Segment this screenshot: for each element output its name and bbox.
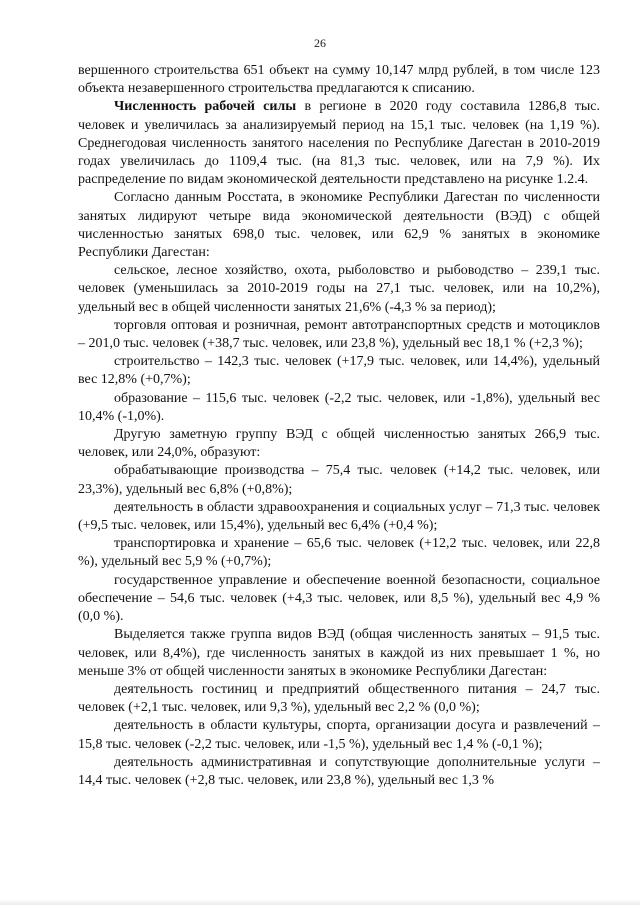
paragraph-text: деятельность административная и сопутствующие дополнительные услуги – 14,4 тыс. человек (+2,8 тыс. человек, или 23,8 %), удельный вес 1,3 %	[78, 754, 600, 788]
paragraph-text: государственное управление и обеспечение военной безопасности, социальное обеспечение – 54,6 тыс. человек (+4,3 тыс. человек, или 8,5 %), удельный вес 4,9 % (0,0 %).	[78, 572, 600, 625]
paragraph-text: деятельность гостиниц и предприятий общественного питания – 24,7 тыс. человек (+2,1 тыс. человек, или 9,3 %), удельный вес 2,2 % (0,0 %);	[78, 681, 600, 716]
page-bottom-edge	[0, 899, 640, 905]
paragraph-text: в регионе в 2020 году составила 1286,8 тыс. человек и увеличилась за анализируемый период на 15,1 тыс. человек (на 1,19 %). Среднегодовая численность занятого населения по Республике Дагестан в 2010-2019 годах увеличилась до 1109,4 тыс. (на 81,3 тыс. человек, или на 7,9 %). Их распределение по видам экономической деятельности представлено на рисунке 1.2.4.	[78, 99, 601, 188]
list-item-education	[78, 390, 600, 426]
paragraph-lead: Численность рабочей силы	[114, 99, 297, 115]
paragraph-text: Выделяется также группа видов ВЭД (общая численность занятых – 91,5 тыс. человек, или 8,4%), где численность занятых в каждой из них превышает 1 %, но меньше 3% от общей численности занятых в экономике Республики Дагестан:	[78, 627, 600, 679]
paragraph-labor-force	[78, 98, 600, 189]
list-item-public-administration	[78, 572, 600, 627]
paragraph-text: Согласно данным Росстата, в экономике Республики Дагестан по численности занятых лидируют четыре вида экономической деятельности (ВЭД) с общей численностью занятых 698,0 тыс. человек, или 62,9 % занятых в экономике Республики Дагестан:	[78, 190, 600, 261]
list-item-construction	[78, 353, 600, 389]
list-item-transport	[78, 535, 600, 571]
paragraph-rosstat	[78, 189, 600, 262]
paragraph-text: торговля оптовая и розничная, ремонт автотранспортных средств и мотоциклов – 201,0 тыс. человек (+38,7 тыс. человек, или 23,8 %), удельный вес 18,1 % (+2,3 %);	[78, 317, 600, 352]
list-item-healthcare	[78, 499, 600, 535]
paragraph-text: Другую заметную группу ВЭД с общей численностью занятых 266,9 тыс. человек, или 24,0%, образуют:	[78, 427, 600, 461]
list-item-hospitality	[78, 681, 600, 717]
list-item-agriculture	[78, 262, 600, 317]
paragraph-continuation	[78, 62, 600, 98]
paragraph-text: вершенного строительства 651 объект на сумму 10,147 млрд рублей, в том числе 123 объекта незавершенного строительства предлагаются к списанию.	[78, 63, 600, 97]
list-item-administrative	[78, 754, 600, 790]
paragraph-text: обрабатывающие производства – 75,4 тыс. человек (+14,2 тыс. человек, или 23,3%), удельный вес 6,8% (+0,8%);	[78, 463, 600, 497]
paragraph-text: транспортировка и хранение – 65,6 тыс. человек (+12,2 тыс. человек, или 22,8 %), удельный вес 5,9 % (+0,7%);	[78, 536, 600, 570]
page-number: 26	[314, 36, 326, 50]
paragraph-text: строительство – 142,3 тыс. человек (+17,9 тыс. человек, или 14,4%), удельный вес 12,8% (+0,7%);	[78, 354, 600, 388]
paragraph-text: сельское, лесное хозяйство, охота, рыболовство и рыбоводство – 239,1 тыс. человек (уменьшилась за 2010-2019 годы на 27,1 тыс. человек, или на 10,2%), удельный вес в общей численности занятых 21,6% (-4,3 % за период);	[78, 263, 600, 315]
paragraph-second-group	[78, 426, 600, 462]
document-body	[78, 62, 600, 790]
paragraph-text: деятельность в области здравоохранения и социальных услуг – 71,3 тыс. человек (+9,5 тыс. человек, или 15,4%), удельный вес 6,4% (+0,4 %);	[78, 499, 600, 534]
paragraph-text: образование – 115,6 тыс. человек (-2,2 тыс. человек, или -1,8%), удельный вес 10,4% (-1,0%).	[78, 390, 600, 424]
list-item-manufacturing	[78, 462, 600, 498]
paragraph-text: деятельность в области культуры, спорта, организации досуга и развлечений – 15,8 тыс. человек (-2,2 тыс. человек, или -1,5 %), удельный вес 1,4 % (-0,1 %);	[78, 718, 600, 752]
paragraph-third-group	[78, 626, 600, 681]
list-item-culture-sport	[78, 717, 600, 753]
list-item-trade	[78, 317, 600, 353]
